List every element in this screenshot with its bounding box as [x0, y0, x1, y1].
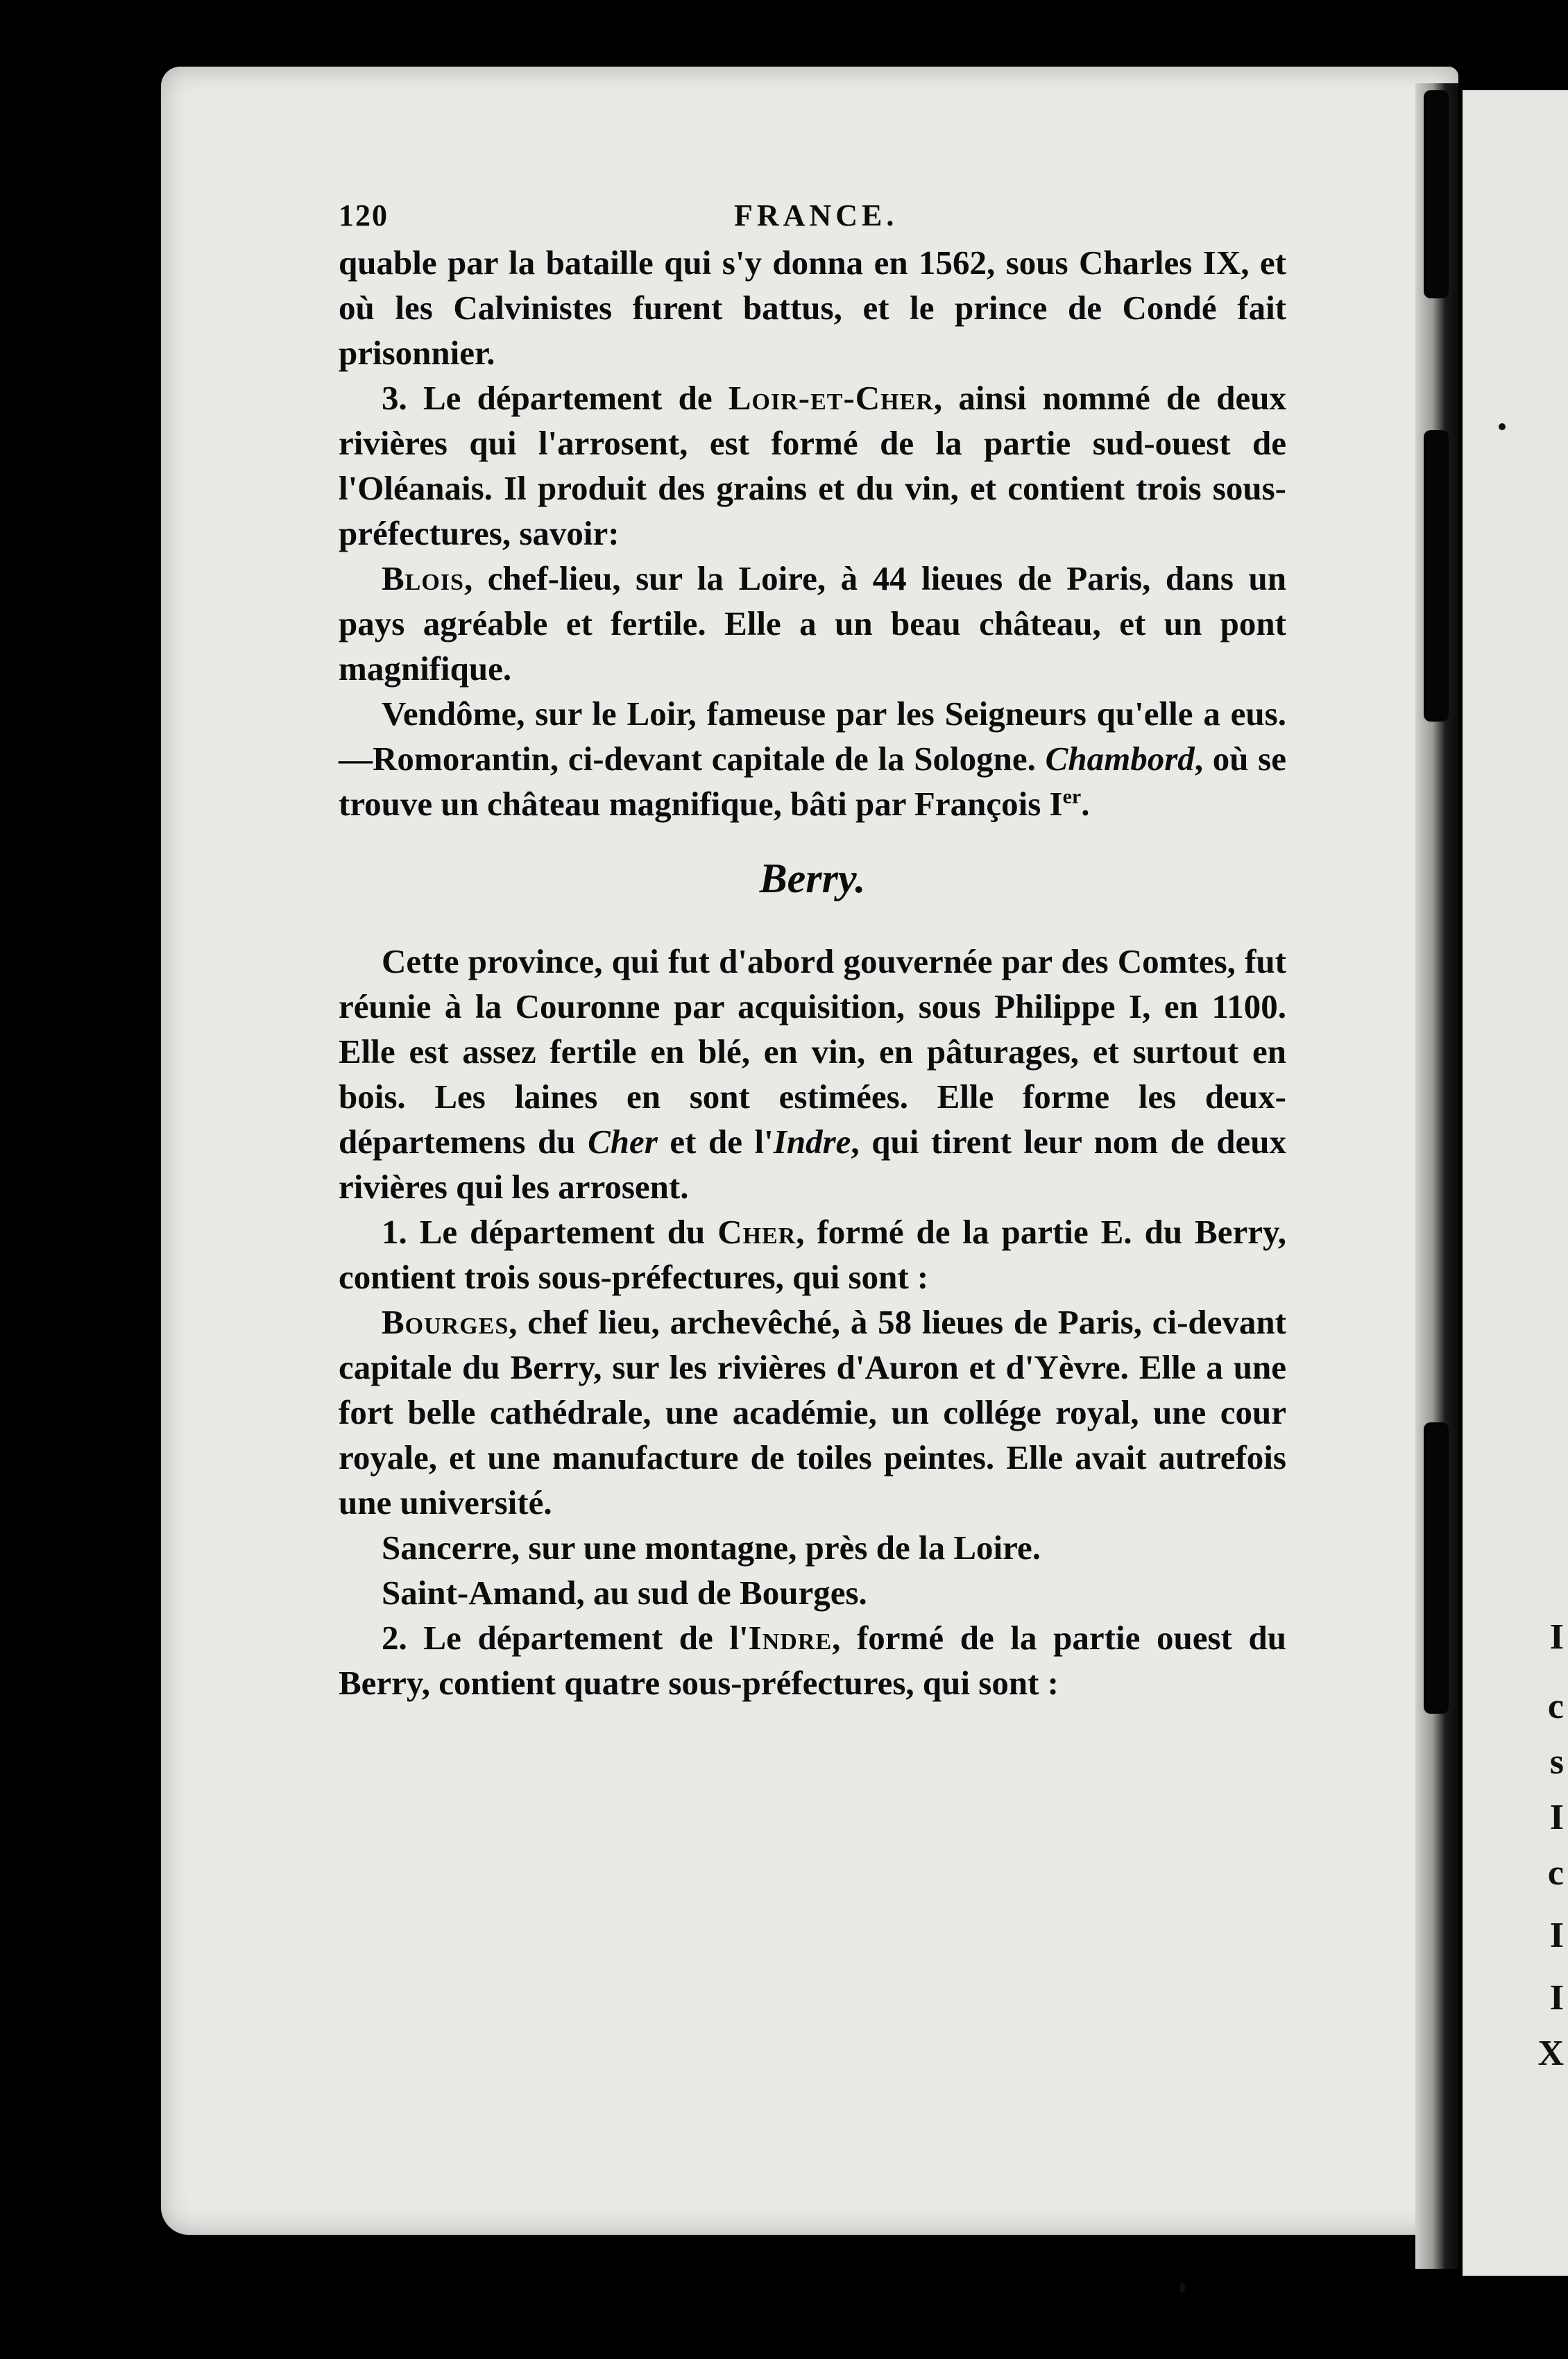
italic-term: Indre	[773, 1123, 851, 1161]
text-run: , ainsi nommé de deux rivières qui l'arrosent, est formé de la partie sud-ouest de l'Oléanais. Il produit des grains et du vin, et contient trois sous-préfectures, savoir:	[339, 379, 1286, 552]
paragraph	[339, 556, 1286, 691]
next-page-glyph: s	[1549, 1742, 1564, 1782]
text-run: Saint-Amand, au sud de Bourges.	[382, 1574, 867, 1612]
text-block-loir-et-cher	[339, 240, 1286, 826]
binding-stitch	[1424, 1422, 1449, 1714]
paragraph	[339, 240, 1286, 375]
paragraph	[339, 1570, 1286, 1615]
page-number: 120	[339, 198, 389, 232]
text-block-berry	[339, 939, 1286, 1705]
italic-term: Chambord	[1045, 740, 1195, 778]
next-page-glyph: I	[1549, 1916, 1564, 1955]
text-run: quable par la bataille qui s'y donna en 1562, sous Charles IX, et où les Calvinistes furent battus, et le prince de Condé fait prisonnier.	[339, 244, 1286, 372]
text-run: 3. Le département de	[382, 379, 728, 417]
text-run: , où se trouve un château magnifique, bâti par François I	[339, 740, 1286, 823]
place-name: Indre	[748, 1619, 833, 1657]
paragraph	[339, 939, 1286, 1209]
book-gutter	[1415, 83, 1458, 2269]
text-run: , formé de la partie ouest du Berry, contient quatre sous-préfectures, qui sont :	[339, 1619, 1286, 1702]
text-run: Cette province, qui fut d'abord gouvernée par des Comtes, fut réunie à la Couronne par acquisition, sous Philippe I, en 1100. Elle est assez fertile en blé, en vin, en pâturages, et surtout en bois. Les laines en sont estimées. Elle forme les deux-départemens du	[339, 942, 1286, 1161]
text-run: , chef lieu, archevêché, à 58 lieues de Paris, ci-devant capitale du Berry, sur les rivières d'Auron et d'Yèvre. Elle a une fort belle cathédrale, une académie, un collége royal, une cour royale, et une manufacture de toiles peintes. Elle avait autrefois une université.	[339, 1303, 1286, 1522]
place-name: Blois	[382, 559, 464, 597]
italic-term: Cher	[588, 1123, 658, 1161]
next-page-glyph: c	[1547, 1687, 1564, 1726]
text-run: 1. Le département du	[382, 1213, 718, 1251]
next-page-glyph: c	[1547, 1853, 1564, 1893]
next-page-glyph: I	[1549, 1798, 1564, 1837]
page-content	[339, 186, 1286, 1705]
text-run: , qui tirent leur nom de deux rivières qui les arrosent.	[339, 1123, 1286, 1206]
text-run: Vendôme, sur le Loir, fameuse par les Seigneurs qu'elle a eus.—Romorantin, ci-devant capitale de la Sologne.	[339, 695, 1286, 778]
next-page-glyph: X	[1537, 2034, 1564, 2073]
section-title: Berry.	[759, 855, 866, 901]
binding-stitch	[1424, 430, 1449, 722]
ink-speck	[1499, 423, 1506, 430]
text-run: er	[1062, 785, 1082, 808]
next-page-edge	[1463, 90, 1568, 2276]
text-run: et de l'	[657, 1123, 774, 1161]
binding-stitch	[1424, 90, 1449, 298]
paragraph	[339, 1300, 1286, 1525]
paragraph	[339, 375, 1286, 556]
place-name: Bourges	[382, 1303, 509, 1341]
text-run: , formé de la partie E. du Berry, contient trois sous-préfectures, qui sont :	[339, 1213, 1286, 1296]
paragraph	[339, 1209, 1286, 1300]
paragraph	[339, 1525, 1286, 1570]
paragraph	[339, 691, 1286, 826]
running-head	[339, 186, 1286, 240]
running-title: FRANCE.	[734, 198, 898, 232]
text-run: , chef-lieu, sur la Loire, à 44 lieues de Paris, dans un pays agréable et fertile. Elle a un beau château, et un pont magnifique.	[339, 559, 1286, 688]
text-run: 2. Le département de l'	[382, 1619, 749, 1657]
paragraph	[339, 1615, 1286, 1705]
ink-speck	[1179, 2283, 1185, 2292]
next-page-glyph: I	[1549, 1978, 1564, 2018]
next-page-glyph: I	[1549, 1617, 1564, 1657]
place-name: Cher	[717, 1213, 796, 1251]
text-run: .	[1081, 785, 1090, 823]
text-run: Sancerre, sur une montagne, près de la Loire.	[382, 1528, 1041, 1567]
place-name: Loir-et-Cher	[728, 379, 934, 417]
